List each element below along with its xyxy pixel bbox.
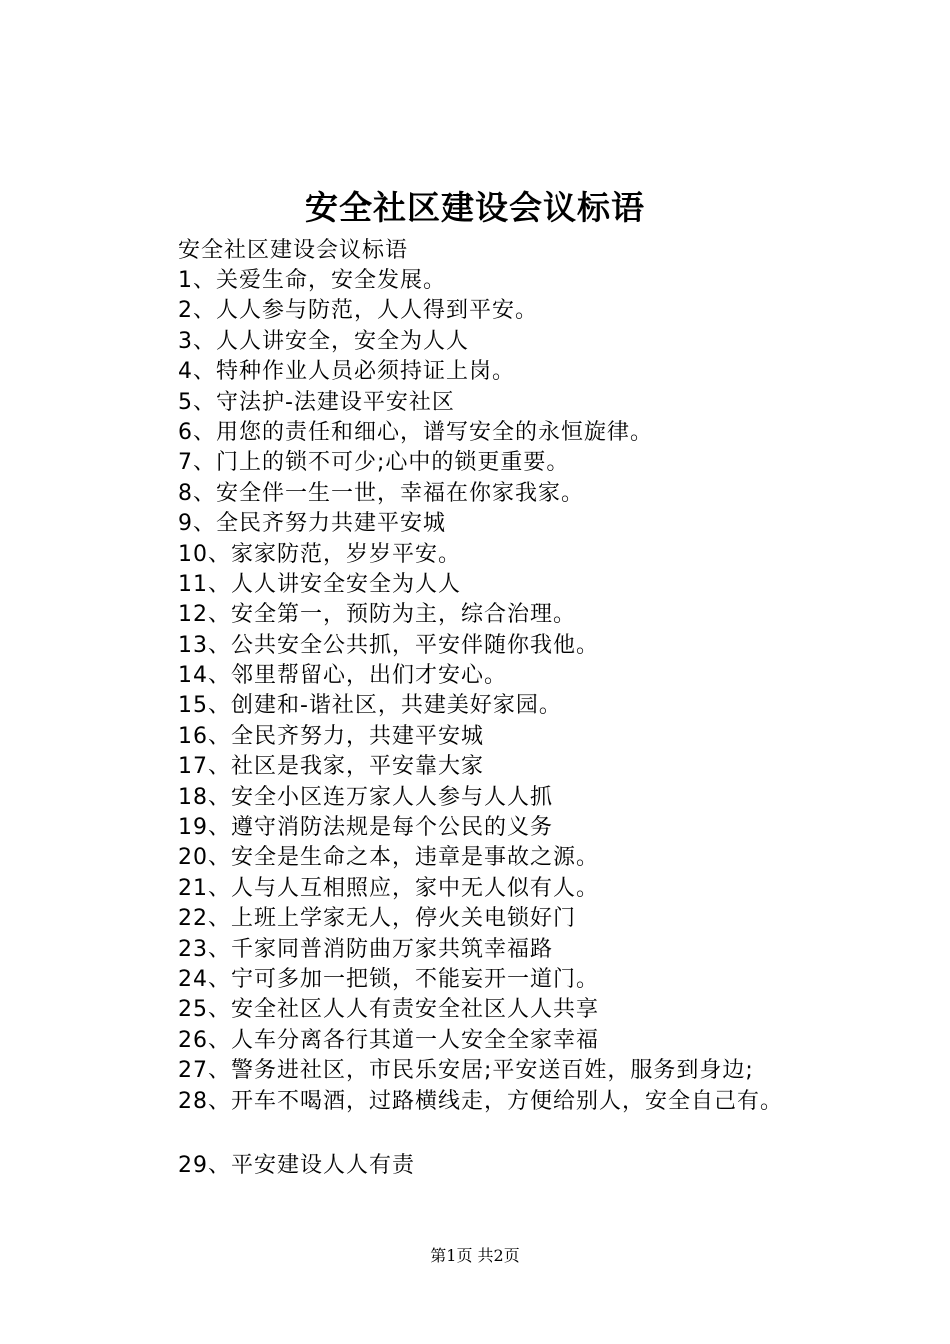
- list-item: 23、千家同普消防曲万家共筑幸福路: [178, 936, 553, 962]
- list-item: 16、全民齐努力，共建平安城: [178, 723, 484, 749]
- list-item-last: 29、平安建设人人有责: [178, 1153, 415, 1178]
- list-item: 17、社区是我家，平安靠大家: [178, 754, 484, 780]
- list-item: 5、守法护-法建设平安社区: [178, 389, 455, 415]
- list-item: 26、人车分离各行其道一人安全全家幸福: [178, 1027, 599, 1053]
- list-item: 2、人人参与防范，人人得到平安。: [178, 298, 538, 324]
- list-item: 10、家家防范，岁岁平安。: [178, 541, 461, 567]
- list-item: 11、人人讲安全安全为人人: [178, 571, 461, 597]
- list-item: 1、关爱生命，安全发展。: [178, 268, 446, 293]
- list-item: 21、人与人互相照应，家中无人似有人。: [178, 875, 599, 901]
- list-item: 15、创建和-谐社区，共建美好家园。: [178, 693, 562, 719]
- document-subtitle: 安全社区建设会议标语: [178, 238, 409, 263]
- list-item: 13、公共安全公共抓，平安伴随你我他。: [178, 632, 599, 658]
- list-item: 8、安全伴一生一世，幸福在你家我家。: [178, 480, 584, 506]
- list-item: 12、安全第一，预防为主，综合治理。: [178, 602, 576, 628]
- list-item: 27、警务进社区，市民乐安居;平安送百姓，服务到身边;: [178, 1058, 754, 1084]
- list-item: 22、上班上学家无人，停火关电锁好门: [178, 906, 576, 932]
- list-item: 14、邻里帮留心，出们才安心。: [178, 663, 507, 689]
- list-item: 28、开车不喝酒，过路横线走，方便给别人，安全自己有。: [178, 1088, 783, 1114]
- list-item: 7、门上的锁不可少;心中的锁更重要。: [178, 450, 570, 476]
- list-item: 20、安全是生命之本，违章是事故之源。: [178, 845, 599, 871]
- list-item: 25、安全社区人人有责安全社区人人共享: [178, 997, 599, 1023]
- list-item: 6、用您的责任和细心，谱写安全的永恒旋律。: [178, 419, 653, 445]
- list-item: 4、特种作业人员必须持证上岗。: [178, 359, 515, 385]
- list-item: 18、安全小区连万家人人参与人人抓: [178, 784, 553, 810]
- list-item: 24、宁可多加一把锁，不能妄开一道门。: [178, 966, 599, 992]
- list-item: 19、遵守消防法规是每个公民的义务: [178, 815, 553, 841]
- document-title: 安全社区建设会议标语: [305, 188, 645, 227]
- slogan-list: [178, 266, 783, 1117]
- list-item: 3、人人讲安全，安全为人人: [178, 328, 469, 354]
- list-item: 9、全民齐努力共建平安城: [178, 511, 446, 537]
- page-footer: 第1页 共2页: [430, 1246, 520, 1265]
